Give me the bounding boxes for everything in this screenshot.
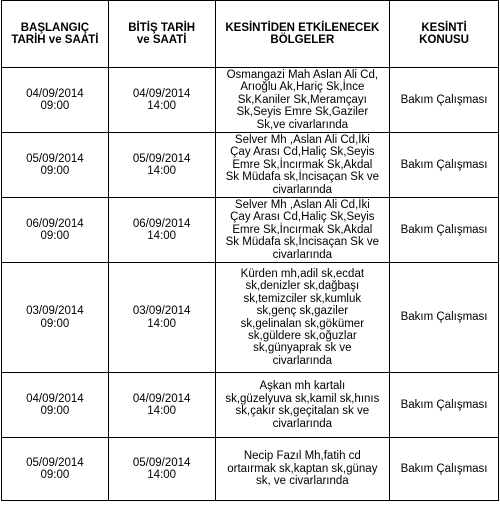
- header-start: BAŞLANGIÇ TARİH ve SAATİ: [2, 1, 109, 68]
- header-end: BİTİŞ TARİH ve SAATİ: [108, 1, 215, 68]
- header-row: [2, 1, 499, 68]
- header-subject: KESİNTİ KONUSU: [390, 1, 499, 68]
- start-cell: 06/09/2014 09:00: [2, 198, 109, 263]
- regions-cell: Selver Mh ,Aslan Ali Cd,İki Çay Arası Cd,Haliç Sk,Seyis Emre Sk,İncırmak Sk,Akdal Sk Müdafa sk,İncisaçan Sk ve civarlarında: [215, 198, 390, 263]
- table-row: [2, 263, 499, 373]
- start-cell: 04/09/2014 09:00: [2, 373, 109, 438]
- subject-cell: Bakım Çalışması: [390, 198, 499, 263]
- start-cell: 05/09/2014 09:00: [2, 133, 109, 198]
- regions-cell: Selver Mh ,Aslan Ali Cd,İki Çay Arası Cd,Haliç Sk,Seyis Emre Sk,İncırmak Sk,Akdal Sk Müdafa sk,İncisaçan Sk ve civarlarında: [215, 133, 390, 198]
- header-regions: KESİNTİDEN ETKİLENECEK BÖLGELER: [215, 1, 390, 68]
- table-row: [2, 133, 499, 198]
- start-cell: 05/09/2014 09:00: [2, 438, 109, 501]
- end-cell: 04/09/2014 14:00: [108, 68, 215, 133]
- subject-cell: Bakım Çalışması: [390, 68, 499, 133]
- subject-cell: Bakım Çalışması: [390, 133, 499, 198]
- table-row: [2, 198, 499, 263]
- end-cell: 06/09/2014 14:00: [108, 198, 215, 263]
- outage-table: [1, 0, 499, 501]
- regions-cell: Kürden mh,adil sk,ecdat sk,denizler sk,dağbaşı sk,temizciler sk,kumluk sk,genç sk,gaziler sk,gelinalan sk,gökümer sk,güldere sk,oğuzlar sk,günyaprak sk ve civarlarında: [215, 263, 390, 373]
- end-cell: 04/09/2014 14:00: [108, 373, 215, 438]
- start-cell: 04/09/2014 09:00: [2, 68, 109, 133]
- subject-cell: Bakım Çalışması: [390, 373, 499, 438]
- subject-cell: Bakım Çalışması: [390, 263, 499, 373]
- regions-cell: Necip Fazıl Mh,fatih cd ortaırmak sk,kaptan sk,günay sk, ve civarlarında: [215, 438, 390, 501]
- end-cell: 05/09/2014 14:00: [108, 133, 215, 198]
- table-row: [2, 68, 499, 133]
- start-cell: 03/09/2014 09:00: [2, 263, 109, 373]
- regions-cell: Aşkan mh kartalı sk,güzelyuva sk,kamil sk,hınıs sk,çakır sk,geçitalan sk ve civarlarında: [215, 373, 390, 438]
- end-cell: 03/09/2014 14:00: [108, 263, 215, 373]
- subject-cell: Bakım Çalışması: [390, 438, 499, 501]
- regions-cell: Osmangazi Mah Aslan Ali Cd, Arıoğlu Ak,Hariç Sk,İnce Sk,Kaniler Sk,Meramçayı Sk,Seyis Emre Sk,Gaziler Sk,ve civarlarında: [215, 68, 390, 133]
- table-row: [2, 373, 499, 438]
- end-cell: 05/09/2014 14:00: [108, 438, 215, 501]
- table-row: [2, 438, 499, 501]
